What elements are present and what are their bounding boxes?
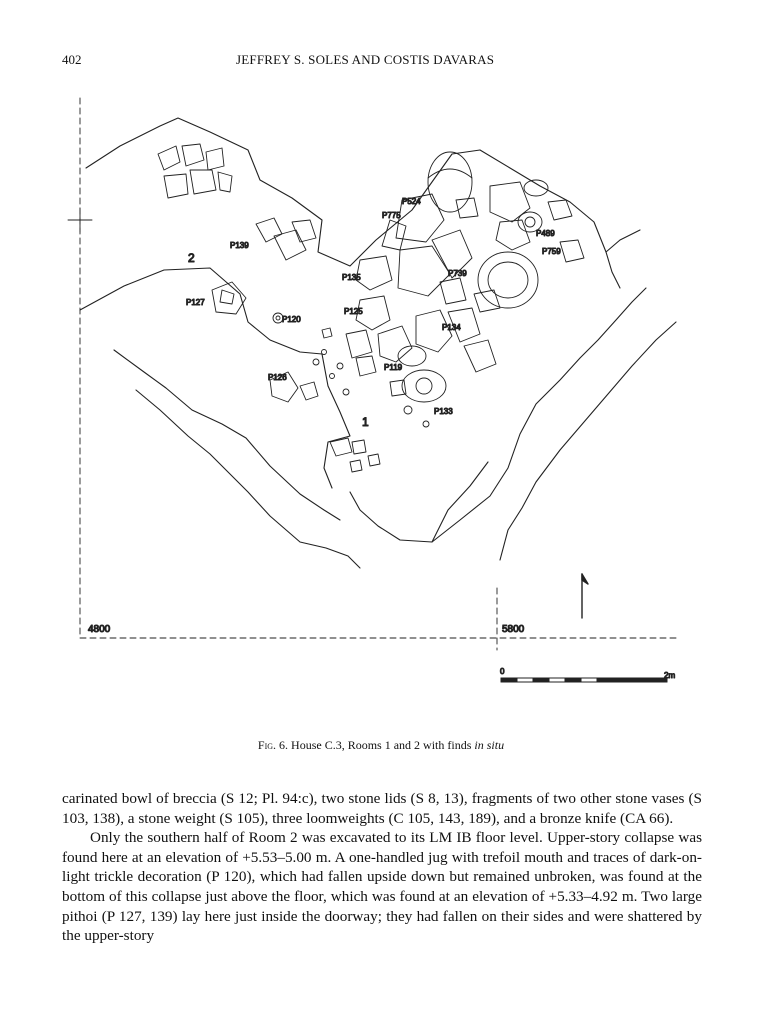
room-2-label: 2	[188, 251, 195, 265]
find-label: P759	[542, 247, 561, 256]
paragraph: Only the southern half of Room 2 was excavated to its LM IB floor level. Upper-story collapse was found here at an elevation of +5.53–5.00 m. A one-handled jug with trefoil mouth and traces of dark-on-light trickle decoration (P 120), which had fallen upside down but remained unbroken, was found at the bottom of this collapse just above the floor, which was found at an elevation of +5.33–4.92 m. Two large pithoi (P 127, 139) lay here just inside the doorway; they had fallen on their sides and were shattered by the upper-story	[62, 829, 702, 945]
find-label: P524	[402, 197, 421, 206]
find-label: P133	[434, 407, 453, 416]
scale-bar	[501, 678, 667, 682]
find-label: P135	[342, 273, 361, 282]
scale-start-label: 0	[500, 667, 505, 676]
paragraph: carinated bowl of breccia (S 12; Pl. 94:c), two stone lids (S 8, 13), fragments of two other stone vases (S 103, 138), a stone weight (S 105), three loomweights (C 105, 143, 189), and a bronze knife (CA 66).	[62, 790, 702, 827]
running-head: JEFFREY S. SOLES AND COSTIS DAVARAS	[236, 52, 495, 67]
body-text	[62, 789, 702, 946]
find-label: P127	[186, 298, 205, 307]
find-label: P134	[442, 323, 461, 332]
room-1-walls	[322, 150, 676, 560]
find-label: P139	[230, 241, 249, 250]
scale-end-label: 2m	[664, 671, 676, 680]
figure-number: Fig. 6.	[257, 738, 289, 752]
north-arrow	[582, 574, 588, 618]
figure-caption	[0, 738, 762, 753]
caption-text: House C.3, Rooms 1 and 2 with finds	[291, 738, 472, 752]
grid-label-4800: 4800	[88, 624, 111, 635]
find-label: P739	[448, 269, 467, 278]
grid-label-5800: 5800	[502, 624, 525, 635]
room-2-stones	[158, 144, 332, 402]
site-plan-figure	[60, 90, 700, 690]
page-number: 402	[62, 52, 82, 67]
grid-lines	[80, 98, 680, 650]
find-label: P120	[282, 315, 301, 324]
site-plan-drawing	[60, 90, 700, 690]
find-label: P119	[384, 363, 403, 372]
room-2-walls	[80, 118, 480, 568]
find-label: P125	[344, 307, 363, 316]
find-label: P489	[536, 229, 555, 238]
find-label: P126	[268, 373, 287, 382]
room-1-label: 1	[362, 415, 369, 429]
caption-italic: in situ	[474, 738, 505, 752]
find-label: P775	[382, 211, 401, 220]
